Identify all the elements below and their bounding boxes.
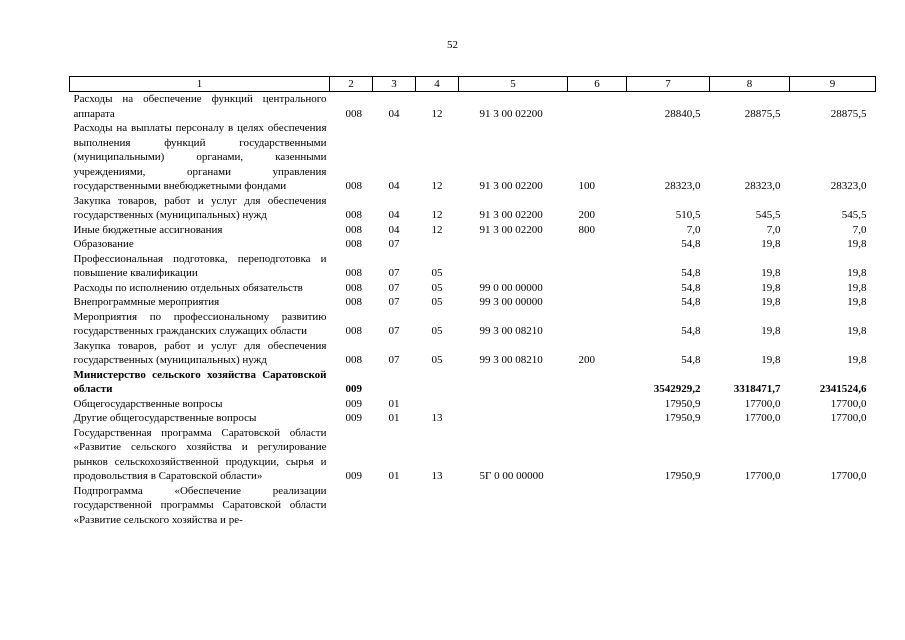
row-amount-1: 17950,9: [664, 412, 701, 424]
row-grbs-code: 008: [345, 325, 362, 337]
row-expense-type: [568, 281, 627, 296]
row-grbs-code: [330, 484, 373, 528]
row-amount-1: 54,8: [681, 267, 701, 279]
row-amount-1: 54,8: [681, 354, 701, 366]
row-section-code: 07: [388, 325, 400, 337]
row-amount-2: 19,8: [761, 267, 781, 279]
row-amount-2: 545,5: [755, 209, 781, 221]
row-grbs-code: 009: [345, 383, 362, 395]
row-expense-type: [568, 368, 627, 397]
table-row: [70, 237, 876, 252]
table-row: [70, 92, 876, 122]
table-row: [70, 281, 876, 296]
row-section-code: 07: [388, 267, 400, 279]
table-row: [70, 310, 876, 339]
row-amount-3: 7,0: [852, 223, 867, 236]
row-section-code: 07: [388, 281, 400, 294]
header-cell-amount-3: 9: [790, 77, 876, 92]
row-name: Расходы по исполнению отдельных обязательств: [73, 281, 303, 294]
header-cell-amount-2: 8: [710, 77, 790, 92]
row-subsection-code: [416, 397, 459, 412]
header-cell-name: 1: [70, 77, 330, 92]
row-amount-3: 19,8: [847, 238, 867, 250]
row-amount-1: 17950,9: [664, 470, 701, 482]
row-amount-2: [710, 484, 790, 528]
row-subsection-code: 12: [431, 180, 443, 192]
header-cell-subsection: 4: [416, 77, 459, 92]
row-expense-type: [568, 237, 627, 252]
row-grbs-code: 008: [345, 180, 362, 192]
row-section-code: 04: [388, 180, 400, 192]
row-expense-type: 100: [578, 180, 595, 192]
row-expense-type: [568, 484, 627, 528]
row-section-code: 01: [388, 397, 400, 410]
row-section-code: 07: [388, 296, 400, 308]
row-grbs-code: 008: [345, 354, 362, 366]
row-section-code: 01: [388, 470, 400, 482]
row-expense-type: [568, 310, 627, 339]
row-amount-1: 7,0: [686, 223, 701, 236]
row-amount-2: 7,0: [766, 223, 781, 236]
row-name: Иные бюджетные ассигнования: [73, 223, 223, 236]
row-section-code: 04: [388, 209, 400, 221]
header-cell-target-article: 5: [459, 77, 568, 92]
row-target-article: 91 3 00 02200: [479, 107, 543, 120]
row-amount-2: 17700,0: [744, 397, 781, 410]
row-name: Другие общегосударственные вопросы: [73, 412, 257, 424]
row-subsection-code: 12: [431, 107, 443, 120]
row-subsection-code: [416, 237, 459, 252]
row-section-code: 01: [388, 412, 400, 424]
row-section-code: [373, 368, 416, 397]
row-amount-2: 19,8: [761, 281, 781, 294]
table-row: [70, 223, 876, 238]
row-section-code: 04: [388, 223, 400, 236]
row-expense-type: [568, 295, 627, 310]
row-subsection-code: 05: [431, 267, 443, 279]
table-row: [70, 426, 876, 484]
row-amount-3: 19,8: [847, 281, 867, 294]
row-subsection-code: 05: [431, 325, 443, 337]
row-section-code: 07: [388, 238, 400, 250]
row-name: Внепрограммные мероприятия: [73, 296, 220, 308]
row-name: Мероприятия по профессиональному развитию государственных гражданских служащих области: [73, 310, 327, 337]
row-section-code: [373, 484, 416, 528]
row-amount-2: 3318471,7: [733, 383, 781, 395]
row-target-article: 91 3 00 02200: [479, 180, 543, 192]
table-row: [70, 194, 876, 223]
row-expense-type: [568, 92, 627, 122]
table-header: [70, 77, 876, 92]
row-grbs-code: 009: [345, 470, 362, 482]
row-amount-3: 17700,0: [830, 397, 867, 410]
header-row: [70, 77, 876, 92]
row-amount-3: 17700,0: [830, 470, 867, 482]
row-subsection-code: [416, 368, 459, 397]
row-grbs-code: 009: [345, 412, 362, 424]
row-amount-3: 19,8: [847, 325, 867, 337]
row-target-article: [459, 237, 568, 252]
row-amount-3: 545,5: [841, 209, 867, 221]
header-cell-grbs: 2: [330, 77, 373, 92]
row-subsection-code: 05: [431, 281, 443, 294]
table-row: [70, 295, 876, 310]
row-expense-type: 200: [578, 209, 595, 221]
table-row: [70, 121, 876, 194]
row-name: Профессиональная подготовка, переподготовка и повышение квалификации: [73, 252, 327, 279]
row-expense-type: [568, 426, 627, 484]
row-amount-3: 19,8: [847, 267, 867, 279]
row-expense-type: [568, 397, 627, 412]
table-row: [70, 411, 876, 426]
row-amount-3: 19,8: [847, 354, 867, 366]
row-amount-2: 17700,0: [744, 412, 781, 424]
row-section-code: 04: [388, 107, 400, 120]
row-amount-2: 19,8: [761, 296, 781, 308]
row-subsection-code: 13: [431, 412, 443, 424]
row-target-article: 99 0 00 00000: [479, 281, 543, 294]
row-amount-1: [627, 484, 710, 528]
row-name: Подпрограмма «Обеспечение реализации государственной программы Саратовской области «Развитие сельского хозяйства и ре-: [73, 484, 327, 526]
table-row: [70, 339, 876, 368]
row-amount-1: 28323,0: [664, 180, 701, 192]
row-amount-2: 28323,0: [744, 180, 781, 192]
row-target-article: [459, 397, 568, 412]
budget-table: [69, 76, 876, 527]
row-section-code: 07: [388, 354, 400, 366]
row-name: Государственная программа Саратовской области «Развитие сельского хозяйства и регулирование рынков сельскохозяйственной продукции, сырья и продовольствия в Саратовской области»: [73, 426, 327, 482]
row-grbs-code: 008: [345, 209, 362, 221]
row-target-article: 99 3 00 08210: [479, 325, 543, 337]
row-grbs-code: 008: [345, 267, 362, 279]
page-number: 52: [447, 39, 458, 51]
row-name: Образование: [73, 238, 134, 250]
row-subsection-code: 13: [431, 470, 443, 482]
row-amount-1: 510,5: [675, 209, 701, 221]
row-amount-1: 54,8: [681, 238, 701, 250]
row-grbs-code: 008: [345, 281, 362, 294]
row-amount-1: 3542929,2: [653, 383, 701, 395]
row-name: Расходы на выплаты персоналу в целях обеспечения выполнения функций государственными (муниципальными) органами, казенными учреждениями, органами управления государственными внебюджетными фондами: [73, 122, 327, 192]
row-expense-type: [568, 411, 627, 426]
table-row: [70, 397, 876, 412]
row-subsection-code: 12: [431, 223, 443, 236]
row-expense-type: [568, 252, 627, 281]
row-amount-2: 28875,5: [744, 107, 781, 120]
table-row: [70, 484, 876, 528]
row-amount-1: 28840,5: [664, 107, 701, 120]
table-row: [70, 368, 876, 397]
row-amount-2: 19,8: [761, 325, 781, 337]
row-name: Общегосударственные вопросы: [73, 397, 223, 410]
row-subsection-code: [416, 484, 459, 528]
row-name: Закупка товаров, работ и услуг для обеспечения государственных (муниципальных) нужд: [73, 194, 327, 221]
header-cell-section: 3: [373, 77, 416, 92]
row-amount-2: 19,8: [761, 354, 781, 366]
row-grbs-code: 008: [345, 238, 362, 250]
row-target-article: [459, 368, 568, 397]
row-amount-3: 28323,0: [830, 180, 867, 192]
row-amount-3: 19,8: [847, 296, 867, 308]
row-amount-1: 54,8: [681, 281, 701, 294]
row-name: Закупка товаров, работ и услуг для обеспечения государственных (муниципальных) нужд: [73, 339, 327, 366]
row-amount-2: 19,8: [761, 238, 781, 250]
row-amount-1: 17950,9: [664, 397, 701, 410]
row-expense-type: 800: [578, 223, 595, 236]
row-target-article: 91 3 00 02200: [479, 209, 543, 221]
row-target-article: [459, 411, 568, 426]
row-grbs-code: 009: [345, 397, 362, 410]
row-expense-type: 200: [578, 354, 595, 366]
row-amount-3: 17700,0: [830, 412, 867, 424]
table-body: [70, 92, 876, 528]
row-name: Министерство сельского хозяйства Саратовской области: [73, 368, 327, 395]
row-target-article: 99 3 00 08210: [479, 354, 543, 366]
row-subsection-code: 05: [431, 354, 443, 366]
row-grbs-code: 008: [345, 223, 362, 236]
row-amount-3: 28875,5: [830, 107, 867, 120]
header-cell-expense-type: 6: [568, 77, 627, 92]
row-target-article: [459, 484, 568, 528]
row-amount-2: 17700,0: [744, 470, 781, 482]
table-row: [70, 252, 876, 281]
row-amount-1: 54,8: [681, 296, 701, 308]
header-cell-amount-1: 7: [627, 77, 710, 92]
row-grbs-code: 008: [345, 107, 362, 120]
row-target-article: [459, 252, 568, 281]
row-name: Расходы на обеспечение функций центрального аппарата: [73, 93, 327, 120]
row-subsection-code: 12: [431, 209, 443, 221]
row-grbs-code: 008: [345, 296, 362, 308]
row-target-article: 91 3 00 02200: [479, 223, 543, 236]
row-amount-3: 2341524,6: [819, 383, 867, 395]
row-subsection-code: 05: [431, 296, 443, 308]
row-target-article: 5Г 0 00 00000: [479, 470, 544, 482]
row-amount-1: 54,8: [681, 325, 701, 337]
row-amount-3: [790, 484, 876, 528]
row-target-article: 99 3 00 00000: [479, 296, 543, 308]
